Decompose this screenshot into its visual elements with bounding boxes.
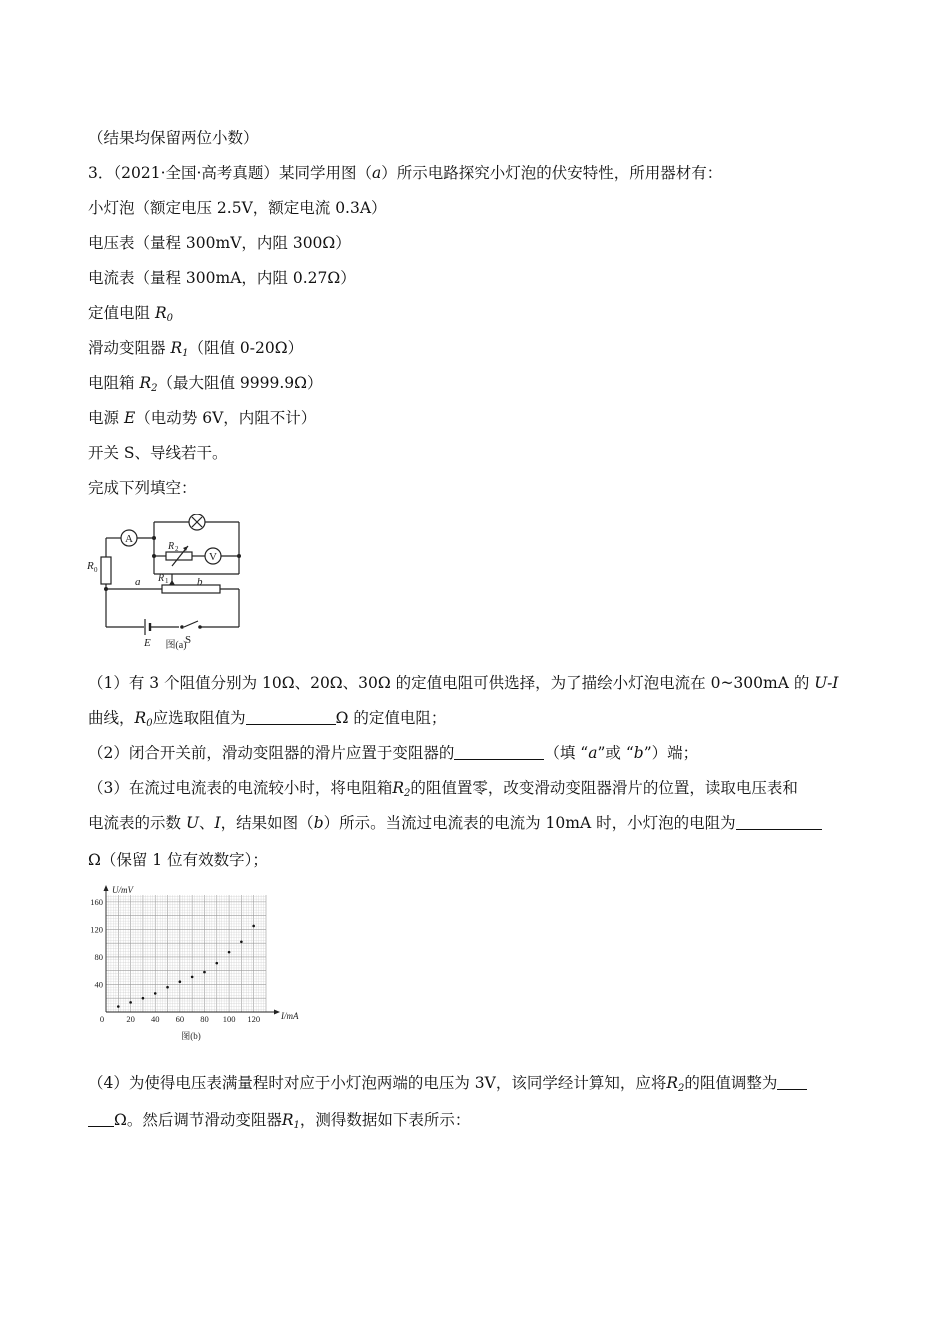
y-tick-label: 160	[90, 896, 103, 907]
switch-label: S	[185, 634, 192, 646]
r1-diagram-label: R	[158, 573, 165, 584]
box-subscript: 2	[151, 383, 158, 394]
figure-a-caption: 图(a)	[165, 640, 187, 651]
q2-text1: （2）闭合开关前，滑动变阻器的滑片应置于变阻器的	[88, 744, 455, 762]
q4-answer-blank-start[interactable]	[777, 1074, 807, 1090]
q3-text5: ）所示。当流过电流表的电流为 10mA 时，小灯泡的电阻为	[323, 814, 736, 832]
q1-r0-subscript: 0	[146, 718, 153, 729]
data-point	[252, 925, 255, 928]
stem-text: 某同学用图（	[278, 164, 372, 182]
q4-line2	[88, 1110, 470, 1130]
instruction: 完成下列填空：	[88, 479, 197, 497]
r0-diagram-subscript: 0	[94, 566, 98, 574]
intro-note: （结果均保留两位小数）	[88, 129, 259, 147]
box-symbol: R	[139, 374, 152, 392]
q2-text3: ”或 “	[597, 744, 634, 762]
rheostat-label: 滑动变阻器	[88, 339, 166, 357]
chart-x-label: I/mA	[281, 1011, 299, 1021]
data-point	[203, 971, 206, 974]
ammeter-label: A	[125, 533, 133, 545]
terminal-a-label: a	[135, 576, 141, 588]
q2-line	[88, 743, 698, 763]
q3-line2	[88, 813, 822, 833]
voltmeter-label: V	[209, 551, 217, 563]
r0-subscript: 0	[166, 313, 173, 324]
q1-text1: （1）有 3 个阻值分别为 10Ω、20Ω、30Ω 的定值电阻可供选择，为了描绘小灯泡电流在 0~300mA 的	[88, 674, 810, 692]
data-point	[240, 941, 243, 944]
q2-text4: ”）端；	[643, 744, 699, 762]
q2-a: a	[588, 744, 598, 762]
q1-ui: U-I	[814, 674, 839, 692]
data-point	[228, 951, 231, 954]
rheostat-symbol: R	[170, 339, 183, 357]
x-tick-label: 40	[150, 1014, 160, 1024]
data-point	[215, 962, 218, 965]
q1-answer-blank[interactable]	[246, 709, 336, 725]
x-axis-arrow	[274, 1010, 280, 1015]
question-number: 3．	[88, 164, 114, 182]
equipment-switch: 开关 S、导线若干。	[88, 444, 228, 462]
chart-grid	[106, 895, 266, 1012]
rheostat-spec: （阻值 0-20Ω）	[188, 339, 304, 357]
q3-u: U	[185, 814, 200, 832]
q1-text3: 应选取阻值为	[152, 709, 246, 727]
r0-symbol: R	[154, 304, 167, 322]
box-spec: （最大阻值 9999.9Ω）	[157, 374, 323, 392]
x-tick-label: 0	[99, 1014, 105, 1024]
data-point	[154, 992, 157, 995]
q3-answer-blank[interactable]	[736, 814, 822, 830]
y-tick-label: 40	[94, 979, 103, 990]
chart-points	[117, 925, 255, 1008]
equipment-source	[88, 408, 316, 428]
x-tick-label: 20	[126, 1014, 135, 1024]
q1-line1	[88, 673, 838, 693]
q3-r2: R	[392, 779, 405, 797]
source-spec: （电动势 6V，内阻不计）	[135, 409, 317, 427]
q4-text1: （4）为使得电压表满量程时对应于小灯泡两端的电压为 3V，该同学经计算知，应将	[88, 1074, 667, 1092]
q1-text2: 曲线，	[88, 709, 135, 727]
stem-fig-ref: a	[371, 164, 382, 182]
q4-r2: R	[666, 1074, 679, 1092]
y-tick-label: 120	[90, 924, 103, 935]
equipment-resistance-box	[88, 373, 323, 393]
terminal-b-label: b	[197, 576, 203, 588]
data-point	[179, 980, 182, 983]
equipment-r0	[88, 303, 173, 323]
q3-text2: 的阻值置零，改变滑动变阻器滑片的位置，读取电压表和	[410, 779, 798, 797]
q4-text4: ，测得数据如下表所示：	[299, 1111, 471, 1129]
q4-text3: Ω。然后调节滑动变阻器	[114, 1111, 282, 1129]
q1-r0: R	[134, 709, 147, 727]
q4-text2: 的阻值调整为	[684, 1074, 778, 1092]
y-tick-label: 80	[94, 951, 103, 962]
q3-text4: ，结果如图（	[220, 814, 314, 832]
q4-r2-subscript: 2	[678, 1083, 685, 1094]
r1-diagram-subscript: 1	[165, 577, 169, 585]
q3-text3: 电流表的示数	[88, 814, 182, 832]
question-source: （2021·全国·高考真题）	[113, 164, 279, 182]
equipment-rheostat	[88, 338, 303, 358]
stem-text-end: ）所示电路探究小灯泡的伏安特性，所用器材有：	[381, 164, 723, 182]
data-point	[129, 1001, 132, 1004]
q1-text4: Ω 的定值电阻；	[335, 709, 447, 727]
q3-i: I	[214, 814, 221, 832]
q2-answer-blank[interactable]	[454, 744, 544, 760]
battery-label: E	[144, 637, 151, 649]
equipment-bulb: 小灯泡（额定电压 2.5V，额定电流 0.3A）	[88, 199, 387, 217]
q3-line1	[88, 778, 798, 798]
source-label: 电源	[88, 409, 120, 427]
q3-text1: （3）在流过电流表的电流较小时，将电阻箱	[88, 779, 393, 797]
r2-diagram-label: R	[168, 541, 175, 552]
q4-r1-subscript: 1	[293, 1120, 300, 1131]
x-tick-label: 120	[247, 1014, 261, 1024]
rheostat-subscript: 1	[182, 348, 189, 359]
x-tick-label: 100	[222, 1014, 236, 1024]
r0-label: 定值电阻	[88, 304, 151, 322]
q4-r1: R	[281, 1111, 294, 1129]
source-symbol: E	[123, 409, 136, 427]
q2-text2: （填 “	[544, 744, 589, 762]
q2-b: b	[633, 744, 644, 762]
data-point	[166, 986, 169, 989]
circuit-diagram	[84, 514, 250, 652]
equipment-ammeter: 电流表（量程 300mA，内阻 0.27Ω）	[88, 269, 356, 287]
data-point	[117, 1005, 120, 1008]
box-label: 电阻箱	[88, 374, 135, 392]
r2-diagram-subscript: 2	[175, 545, 179, 553]
data-point	[191, 976, 194, 979]
q4-line1	[88, 1073, 807, 1093]
q3-fig: b	[313, 814, 324, 832]
x-tick-label: 80	[200, 1014, 209, 1024]
q1-line2	[88, 708, 446, 728]
chart-title: 图(b)	[181, 1031, 201, 1041]
r0-diagram-label: R	[87, 560, 94, 572]
question-stem	[88, 163, 722, 183]
q3-r2-subscript: 2	[404, 788, 411, 799]
q4-answer-blank-end[interactable]	[88, 1111, 114, 1127]
data-point	[142, 997, 145, 1000]
q3-line3: Ω（保留 1 位有效数字）；	[88, 851, 268, 869]
equipment-voltmeter: 电压表（量程 300mV，内阻 300Ω）	[88, 234, 351, 252]
y-axis-arrow	[104, 885, 109, 891]
chart-y-label: U/mV	[112, 885, 133, 895]
q3-sep: 、	[199, 814, 215, 832]
x-tick-label: 60	[175, 1014, 185, 1024]
chart-b	[84, 883, 314, 1043]
